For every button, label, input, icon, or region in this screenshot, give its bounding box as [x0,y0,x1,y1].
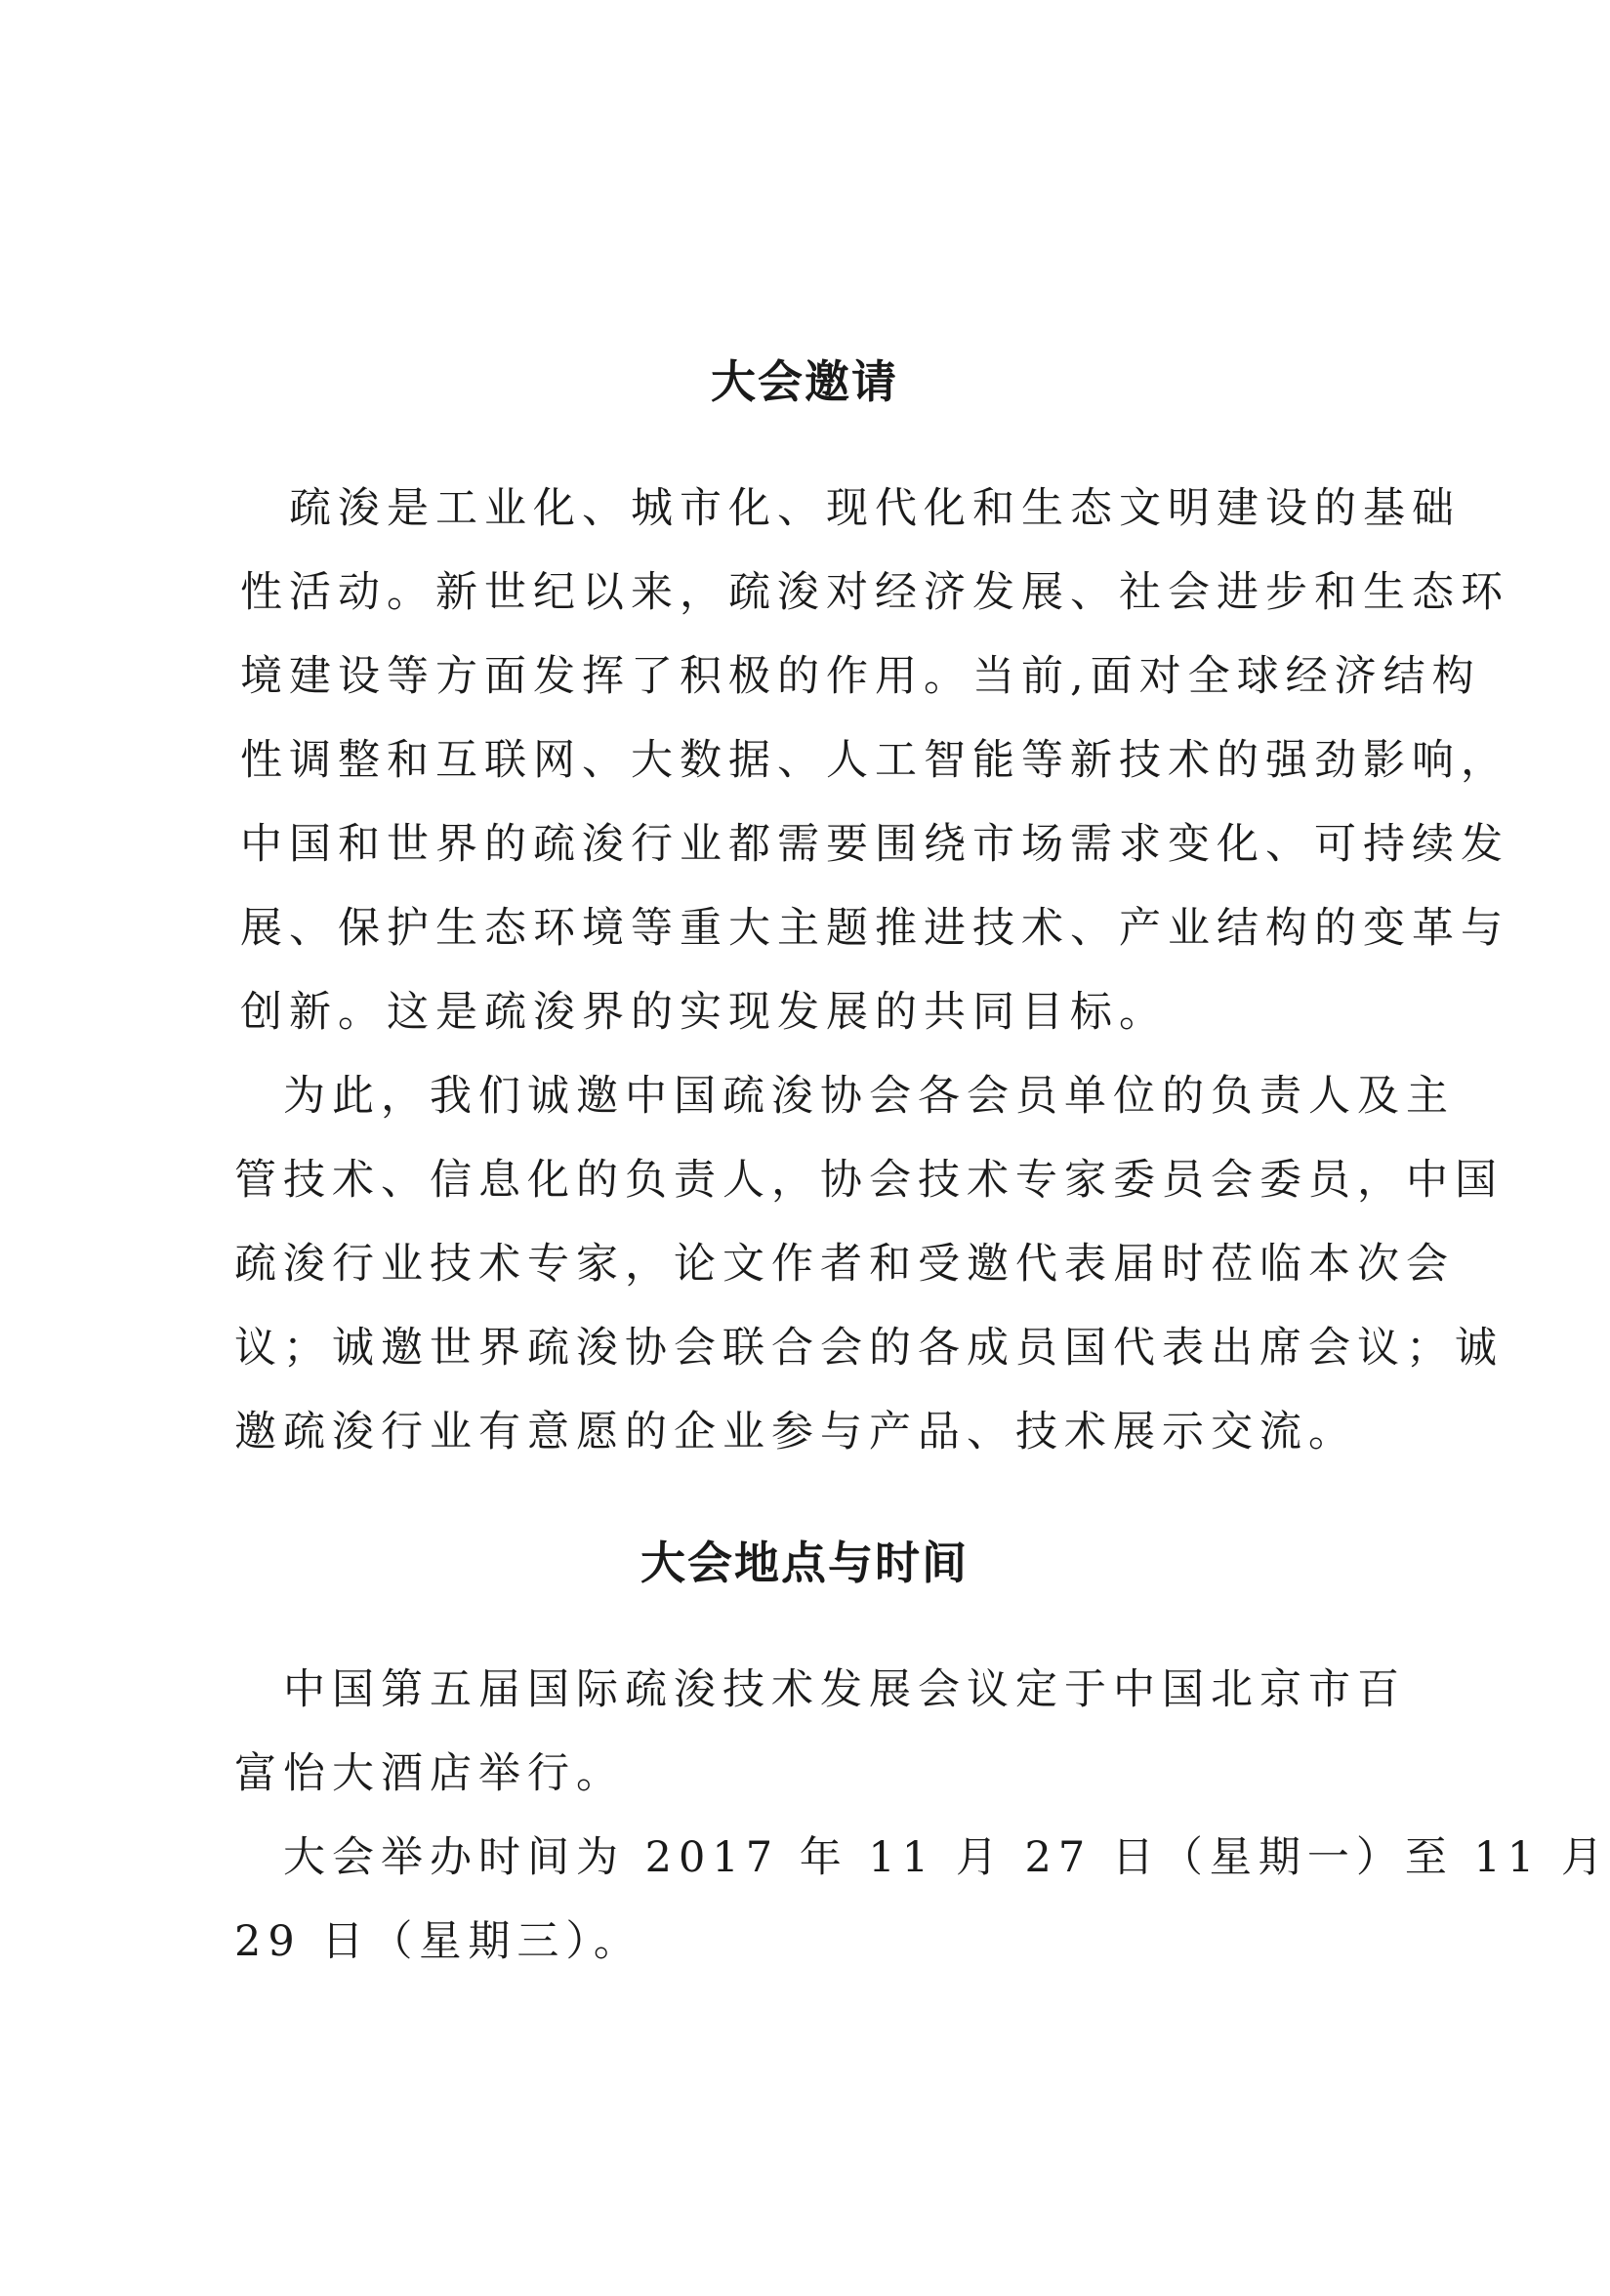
text-line: 性活动。新世纪以来，疏浚对经济发展、社会进步和生态环 [240,568,1509,617]
text-line: 29 日（星期三）。 [234,1917,642,1966]
text-line: 展、保护生态环境等重大主题推进技术、产业结构的变革与 [240,904,1509,953]
text-line: 大会举办时间为 2017 年 11 月 27 日（星期一）至 11 月 [234,1833,1610,1882]
text-line: 境建设等方面发挥了积极的作用。当前,面对全球经济结构 [240,652,1481,701]
text-line: 管技术、信息化的负责人，协会技术专家委员会委员，中国 [234,1156,1504,1205]
text-line: 创新。这是疏浚界的实现发展的共同目标。 [240,988,1168,1037]
paragraph-venue [234,1648,1406,1816]
text-line: 议；诚邀世界疏浚协会联合会的各成员国代表出席会议；诚 [234,1324,1504,1373]
text-line: 邀疏浚行业有意愿的企业参与产品、技术展示交流。 [234,1408,1357,1456]
section-title-invitation: 大会邀请 [711,355,898,408]
text-line: 疏浚行业技术专家，论文作者和受邀代表届时莅临本次会 [234,1240,1455,1289]
text-line: 富怡大酒店举行。 [234,1749,625,1798]
text-line: 性调整和互联网、大数据、人工智能等新技术的强劲影响， [240,736,1509,785]
paragraph-invitation-intro [240,467,1509,1054]
text-line: 疏浚是工业化、城市化、现代化和生态文明建设的基础 [240,484,1461,533]
text-line: 中国和世界的疏浚行业都需要围绕市场需求变化、可持续发 [240,820,1509,869]
text-line: 中国第五届国际疏浚技术发展会议定于中国北京市百 [234,1665,1406,1714]
paragraph-time [234,1816,1610,1984]
paragraph-invitation-attendees [234,1054,1504,1474]
text-line: 为此，我们诚邀中国疏浚协会各会员单位的负责人及主 [234,1072,1455,1121]
section-title-venue-time: 大会地点与时间 [640,1537,969,1589]
